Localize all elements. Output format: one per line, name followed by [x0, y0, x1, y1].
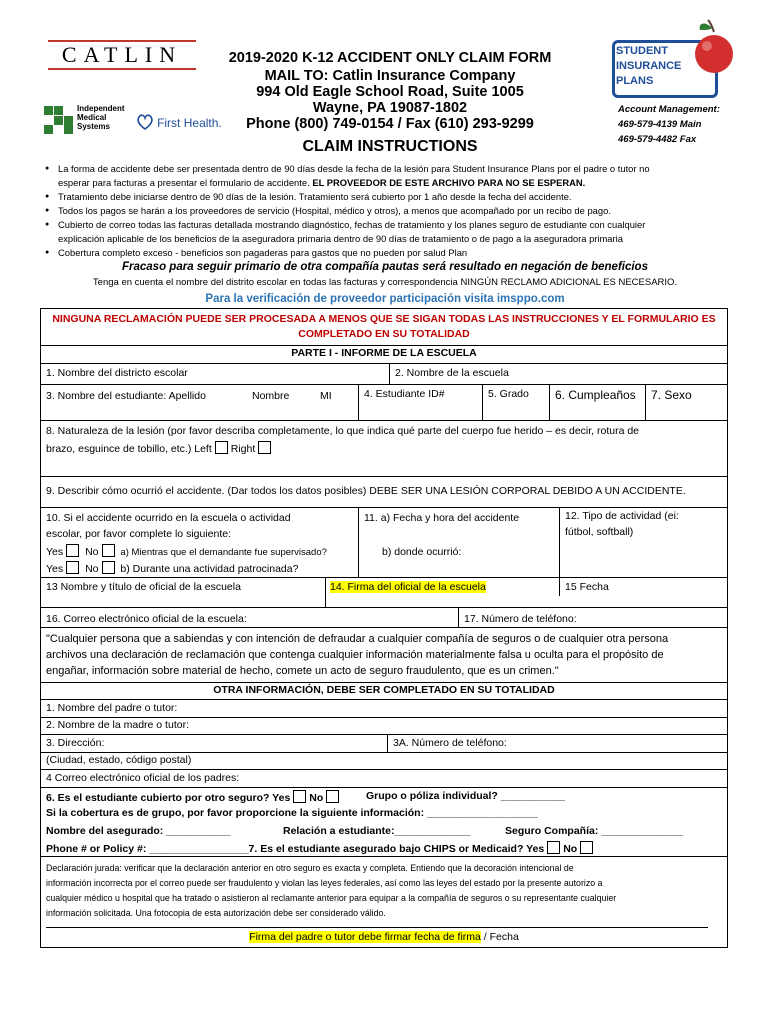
mail-to: MAIL TO: Catlin Insurance Company — [264, 68, 516, 84]
instruction-list — [44, 162, 734, 260]
policy-chips-question: Phone # or Policy #: _________________7. Es el estudiante asegurado bajo CHIPS or Medicaid? Yes — [46, 843, 545, 855]
list-item: ● Cubierto de correo todas las facturas detallada mostrando diagnóstico, fechas de tratamiento y los planes seguro de estudiante con cualquier explicación aplicable de los beneficios de la aseguradora primaria dentro de 90 días de tratamiento o de pago a la aseguradora primaria — [58, 218, 734, 246]
other-insurance-question: 6. Es el estudiante cubierto por otro seguro? Yes — [46, 792, 291, 804]
accident-description-label: 9. Describir cómo ocurrió el accidente. (Dar todos los datos posibles) DEBE SER UNA LESIÓN CORPORAL DEBIDO A UN ACCIDENTE. — [46, 485, 686, 497]
right-checkbox[interactable] — [258, 441, 271, 454]
student-id-label: 4. Estudiante ID# — [364, 388, 445, 400]
other-insurance-no-checkbox[interactable] — [326, 790, 339, 803]
yes-label: Yes — [46, 546, 64, 558]
parent-signature-label: Firma del padre o tutor debe firmar fecha de firma — [249, 931, 481, 943]
parent-phone-label: 3A. Número de teléfono: — [393, 737, 507, 749]
provider-verification-note: Para la verificación de proveedor participación visita imsppo.com — [205, 293, 565, 305]
fracaso-warning: Fracaso para seguir primario de otra compañía pautas será resultado en negación de beneficios — [122, 261, 648, 273]
list-item: ● Tratamiento debe iniciarse dentro de 90 días de la lesión. Tratamiento será cubierto por 1 año desde la fecha del accidente. — [58, 190, 734, 204]
school-activity-label-2: escolar, por favor complete lo siguiente: — [46, 528, 232, 540]
sponsored-question: b) Durante una actividad patrocinada? — [120, 563, 299, 575]
birthday-label: 6. Cumpleaños — [555, 388, 636, 402]
right-label: Right — [230, 443, 256, 455]
student-first-name-label: Nombre — [252, 390, 290, 402]
other-info-title: OTRA INFORMACIÓN, DEBE SER COMPLETADO EN SU TOTALIDAD — [213, 684, 555, 696]
injury-nature-label: 8. Naturaleza de la lesión (por favor describa completamente, lo que indica qué parte del cuerpo fue herido – es decir, rotura de — [46, 425, 640, 437]
group-policy-label: Grupo o póliza individual? ___________ — [366, 790, 565, 802]
sex-label: 7. Sexo — [651, 388, 692, 402]
fraud-statement: "Cualquier persona que a sabiendas y con intención de defraudar a cualquier compañía de seguros o de cualquier otra persona archivos una declaración de reclamación que contenga cualquier información materialmente falsa u oculta para el propósito de engañar, información sobre material de hecho, comete un acto de seguro fraudulento, que es un crimen." — [46, 633, 669, 677]
activity-type-label-1: 12. Tipo de actividad (ei: — [565, 510, 679, 522]
phone-number-label: 17. Número de teléfono: — [464, 613, 577, 625]
relation-label: Relación a estudiante:_____________ — [283, 825, 471, 837]
tenga-note: Tenga en cuenta el nombre del distrito escolar en todas las facturas y correspondencia NINGÚN RECLAMO ADICIONAL ES NECESARIO. — [92, 277, 678, 288]
address-line-2: Wayne, PA 19087-1802 — [312, 100, 468, 116]
injury-example-label: brazo, esguince de tobillo, etc.) Left — [46, 443, 212, 455]
sponsored-no-checkbox[interactable] — [102, 561, 115, 574]
chips-medicaid-row — [46, 841, 596, 855]
no-label: No — [309, 792, 324, 804]
supervised-row — [46, 544, 327, 558]
official-email-label: 16. Correo electrónico oficial de la escuela: — [46, 613, 247, 625]
district-name-label: 1. Nombre del districto escolar — [46, 367, 188, 379]
heart-icon — [136, 113, 154, 131]
chips-yes-checkbox[interactable] — [547, 841, 560, 854]
insurance-company-label: Seguro Compañía: ______________ — [505, 825, 684, 837]
city-state-zip-label: (Ciudad, estado, código postal) — [46, 754, 192, 766]
official-name-label: 13 Nombre y título de oficial de la escuela — [46, 581, 241, 593]
ims-logo: Independent Medical Systems — [44, 104, 134, 134]
list-item: ● Todos los pagos se harán a los proveedores de servicio (Hospital, médico y otros), a menos que acompañado por un recibo de pago. — [58, 204, 734, 218]
address-line-1: 994 Old Eagle School Road, Suite 1005 — [256, 84, 524, 100]
grade-label: 5. Grado — [488, 388, 529, 400]
list-item: ● La forma de accidente debe ser presentada dentro de 90 días desde la fecha de la lesión para Student Insurance Plans por el padre o tutor no esperar para facturas a presentar el formulario de accidente. EL PROVEEDOR DE ESTE ARCHIVO PARA NO SE ESPERAN. — [58, 162, 734, 190]
no-label: No — [563, 843, 578, 855]
signature-line[interactable] — [46, 927, 708, 928]
school-activity-label-1: 10. Si el accidente ocurrido en la escuela o actividad — [46, 512, 291, 524]
father-name-label: 1. Nombre del padre o tutor: — [46, 702, 178, 714]
mother-name-label: 2. Nombre de la madre o tutor: — [46, 719, 189, 731]
parent-signature-row — [40, 931, 728, 943]
account-management: Account Management: 469-579-4139 Main 469-579-4482 Fax — [618, 104, 720, 145]
apple-icon — [692, 18, 736, 78]
official-signature-label: 14. Firma del oficial de la escuela — [330, 581, 486, 593]
left-checkbox[interactable] — [215, 441, 228, 454]
student-last-name-label: 3. Nombre del estudiante: Apellido — [46, 390, 206, 402]
sponsored-yes-checkbox[interactable] — [66, 561, 79, 574]
other-insurance-yes-checkbox[interactable] — [293, 790, 306, 803]
insured-name-label: Nombre del asegurado: ___________ — [46, 825, 231, 837]
sponsored-row — [46, 561, 298, 575]
firsthealth-logo: First Health. — [136, 113, 222, 131]
group-info-label: Si la cobertura es de grupo, por favor proporcione la siguiente información: ___________________ — [46, 807, 538, 819]
phone-fax: Phone (800) 749-0154 / Fax (610) 293-9299 — [246, 116, 534, 132]
no-label: No — [85, 546, 99, 558]
address-label: 3. Dirección: — [46, 737, 105, 749]
ninguna-warning: NINGUNA RECLAMACIÓN PUEDE SER PROCESADA A MENOS QUE SE SIGAN TODAS LAS INSTRUCCIONES Y EL FORMULARIO ES COMPLETADO EN SU TOTALIDAD — [52, 313, 716, 340]
injury-side-row — [46, 441, 274, 455]
part1-title: PARTE I - INFORME DE LA ESCUELA — [291, 347, 477, 359]
list-item: ● Cobertura completo exceso - beneficios son pagaderas para gastos que no pueden por salud Plan — [58, 246, 734, 260]
accident-datetime-label: 11. a) Fecha y hora del accidente — [364, 512, 520, 524]
no-label: No — [85, 563, 99, 575]
accident-location-label: b) donde ocurrió: — [382, 546, 462, 558]
yes-label: Yes — [46, 563, 64, 575]
school-name-label: 2. Nombre de la escuela — [395, 367, 509, 379]
other-insurance-row — [46, 790, 342, 804]
ims-logo-mark-icon — [44, 106, 74, 134]
date-label: 15 Fecha — [565, 581, 609, 593]
supervised-question: a) Mientras que el demandante fue supervisado? — [120, 547, 327, 558]
catlin-logo: CATLIN — [48, 40, 196, 70]
sworn-declaration: Declaración jurada: verificar que la declaración anterior en otro seguro es exacta y completa. Entiendo que la decoración intencional de información incorrecta por el correo puede ser fraudulento y violan las leyes federales, así como las leyes del estado por la presente autorizo a cualquier médico u hospital que ha tratado o asistieron al reclamante anterior para equipar a la compañía de seguros o su representante cualquier información solicitada. Una fotocopia de esta autorización debe ser considerado válido. — [46, 863, 617, 918]
activity-type-label-2: fútbol, softball) — [565, 526, 634, 538]
supervised-no-checkbox[interactable] — [102, 544, 115, 557]
date-suffix-label: / Fecha — [480, 931, 519, 943]
claim-instructions-heading: CLAIM INSTRUCTIONS — [302, 138, 478, 155]
parent-email-label: 4 Correo electrónico oficial de los padres: — [46, 772, 240, 784]
form-title: 2019-2020 K-12 ACCIDENT ONLY CLAIM FORM — [228, 50, 552, 66]
supervised-yes-checkbox[interactable] — [66, 544, 79, 557]
student-mi-label: MI — [320, 390, 332, 402]
chips-no-checkbox[interactable] — [580, 841, 593, 854]
student-insurance-plans-logo: STUDENT INSURANCE PLANS — [612, 18, 744, 96]
